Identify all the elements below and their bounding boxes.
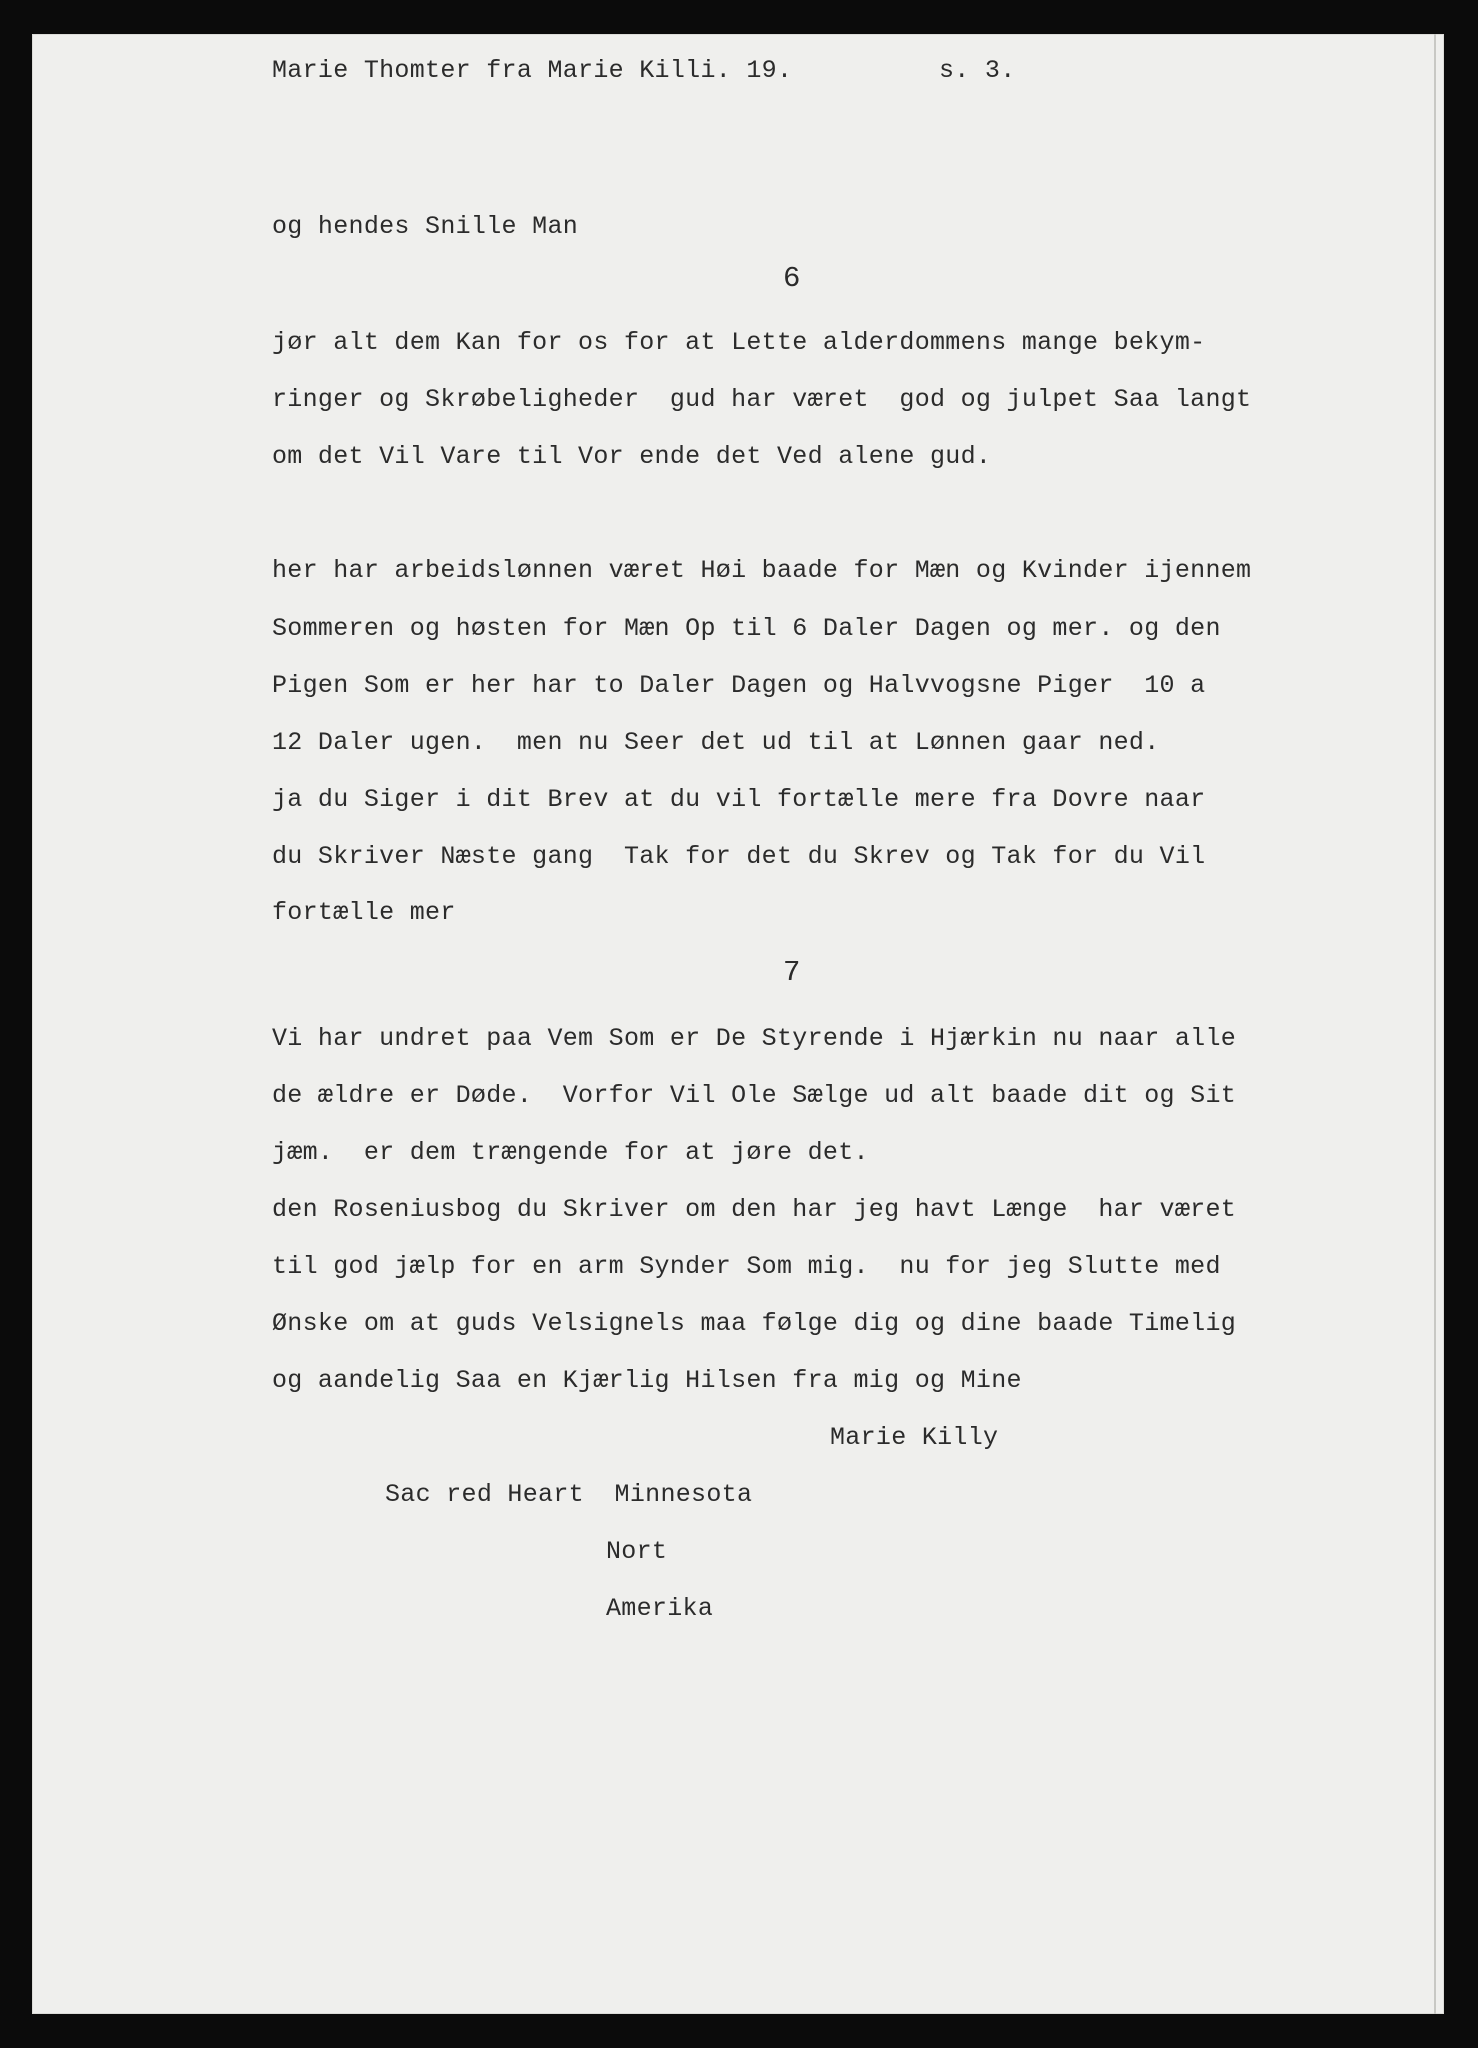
text-line: ringer og Skrøbeligheder gud har været god og julpet Saa langt: [272, 385, 1252, 414]
page-number: s. 3.: [939, 56, 1016, 85]
address-line: Amerika: [606, 1594, 714, 1623]
salutation: og hendes Snille Man: [272, 212, 579, 241]
page-edge-line: [1434, 34, 1436, 2014]
text-line: Pigen Som er her har to Daler Dagen og Halvvogsne Piger 10 a: [272, 671, 1206, 700]
text-line: om det Vil Vare til Vor ende det Ved alene gud.: [272, 442, 992, 471]
signature: Marie Killy: [830, 1423, 999, 1452]
text-line: fortælle mer: [272, 898, 456, 927]
text-line: jør alt dem Kan for os for at Lette alderdommens mange bekym-: [272, 328, 1206, 357]
text-line: Sommeren og høsten for Mæn Op til 6 Daler Dagen og mer. og den: [272, 614, 1221, 643]
text-line: jæm. er dem trængende for at jøre det.: [272, 1138, 869, 1167]
text-line: de ældre er Døde. Vorfor Vil Ole Sælge ud alt baade dit og Sit: [272, 1081, 1237, 1110]
section-number-6: 6: [783, 262, 801, 295]
text-line: og aandelig Saa en Kjærlig Hilsen fra mig og Mine: [272, 1366, 1022, 1395]
text-line: den Roseniusbog du Skriver om den har jeg havt Længe har været: [272, 1195, 1237, 1224]
address-line: Nort: [606, 1537, 668, 1566]
text-line: ja du Siger i dit Brev at du vil fortælle mere fra Dovre naar: [272, 785, 1206, 814]
header-title: Marie Thomter fra Marie Killi. 19.: [272, 56, 793, 85]
text-line: 12 Daler ugen. men nu Seer det ud til at Lønnen gaar ned.: [272, 728, 1160, 757]
section-number-7: 7: [783, 956, 801, 989]
text-line: Vi har undret paa Vem Som er De Styrende i Hjærkin nu naar alle: [272, 1024, 1237, 1053]
text-line: her har arbeidslønnen været Høi baade for Mæn og Kvinder ijennem: [272, 556, 1252, 585]
text-line: du Skriver Næste gang Tak for det du Skrev og Tak for du Vil: [272, 842, 1206, 871]
address-line: Sac red Heart Minnesota: [385, 1480, 753, 1509]
text-line: til god jælp for en arm Synder Som mig. nu for jeg Slutte med: [272, 1252, 1221, 1281]
document-page: [32, 34, 1444, 2014]
text-line: Ønske om at guds Velsignels maa følge dig og dine baade Timelig: [272, 1309, 1237, 1338]
